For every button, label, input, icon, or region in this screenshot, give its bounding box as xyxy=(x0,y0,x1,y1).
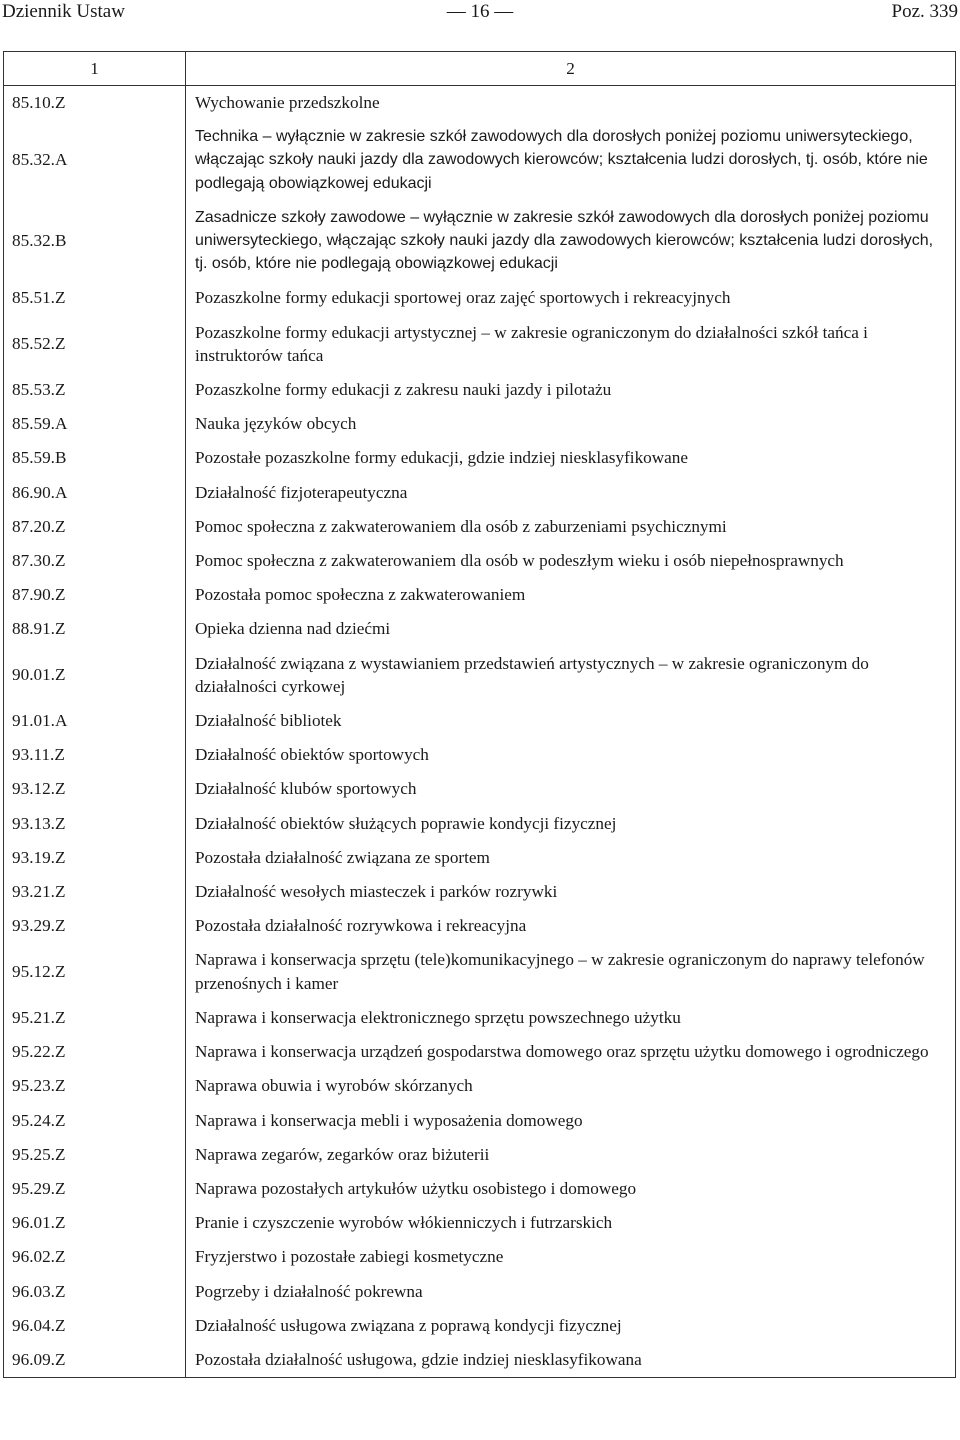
activity-description: Działalność obiektów służących poprawie kondycji fizycznej xyxy=(186,807,956,841)
activity-description: Pozaszkolne formy edukacji sportowej oraz zajęć sportowych i rekreacyjnych xyxy=(186,281,956,315)
activity-description: Nauka języków obcych xyxy=(186,407,956,441)
activity-description: Naprawa i konserwacja elektronicznego sprzętu powszechnego użytku xyxy=(186,1001,956,1035)
table-row xyxy=(4,1240,956,1274)
position-number: Poz. 339 xyxy=(891,1,958,22)
table-body xyxy=(4,86,956,1378)
activity-description: Pranie i czyszczenie wyrobów włókienniczych i futrzarskich xyxy=(186,1206,956,1240)
activity-code: 88.91.Z xyxy=(4,612,186,646)
activity-description: Naprawa obuwia i wyrobów skórzanych xyxy=(186,1069,956,1103)
activity-code: 95.22.Z xyxy=(4,1035,186,1069)
table-row xyxy=(4,441,956,475)
activity-code: 85.59.B xyxy=(4,441,186,475)
activity-code: 85.51.Z xyxy=(4,281,186,315)
activity-description: Działalność klubów sportowych xyxy=(186,772,956,806)
activity-code: 96.01.Z xyxy=(4,1206,186,1240)
activity-code: 96.02.Z xyxy=(4,1240,186,1274)
activity-description: Wychowanie przedszkolne xyxy=(186,86,956,121)
activity-description: Działalność obiektów sportowych xyxy=(186,738,956,772)
activity-description: Pogrzeby i działalność pokrewna xyxy=(186,1275,956,1309)
column-header-2: 2 xyxy=(186,52,956,86)
table-row xyxy=(4,1069,956,1103)
table-header-row xyxy=(4,52,956,86)
table-row xyxy=(4,772,956,806)
activity-code: 95.21.Z xyxy=(4,1001,186,1035)
activity-code: 96.09.Z xyxy=(4,1343,186,1378)
activity-description: Pozostałe pozaszkolne formy edukacji, gdzie indziej niesklasyfikowane xyxy=(186,441,956,475)
activity-code: 96.03.Z xyxy=(4,1275,186,1309)
activity-description: Technika – wyłącznie w zakresie szkół zawodowych dla dorosłych poniżej poziomu uniwersyteckiego, włączając szkoły nauki jazdy dla zawodowych kierowców; kształcenia ludzi dorosłych, tj. osób, które nie podlegają obowiązkowej edukacji xyxy=(186,120,956,201)
table-row xyxy=(4,407,956,441)
activity-description: Działalność usługowa związana z poprawą kondycji fizycznej xyxy=(186,1309,956,1343)
activity-code: 93.11.Z xyxy=(4,738,186,772)
table-row xyxy=(4,1172,956,1206)
activity-code: 85.32.A xyxy=(4,120,186,201)
activity-description: Pozaszkolne formy edukacji z zakresu nauki jazdy i pilotażu xyxy=(186,373,956,407)
activity-code: 87.30.Z xyxy=(4,544,186,578)
activity-description: Pomoc społeczna z zakwaterowaniem dla osób z zaburzeniami psychicznymi xyxy=(186,510,956,544)
table-row xyxy=(4,1138,956,1172)
activity-description: Fryzjerstwo i pozostałe zabiegi kosmetyczne xyxy=(186,1240,956,1274)
table-row xyxy=(4,544,956,578)
activity-code: 95.24.Z xyxy=(4,1104,186,1138)
activity-description: Pozostała działalność usługowa, gdzie indziej niesklasyfikowana xyxy=(186,1343,956,1378)
page-header xyxy=(0,0,960,26)
activity-description: Naprawa pozostałych artykułów użytku osobistego i domowego xyxy=(186,1172,956,1206)
activity-code: 85.52.Z xyxy=(4,316,186,373)
activity-code: 95.29.Z xyxy=(4,1172,186,1206)
table-row xyxy=(4,875,956,909)
table-row xyxy=(4,86,956,121)
activity-description: Naprawa i konserwacja mebli i wyposażenia domowego xyxy=(186,1104,956,1138)
activity-code: 93.29.Z xyxy=(4,909,186,943)
table-row xyxy=(4,704,956,738)
activity-description: Pozaszkolne formy edukacji artystycznej – w zakresie ograniczonym do działalności szkół tańca i instruktorów tańca xyxy=(186,316,956,373)
table-row xyxy=(4,841,956,875)
table-row xyxy=(4,647,956,704)
activity-description: Opieka dzienna nad dziećmi xyxy=(186,612,956,646)
activity-code: 93.13.Z xyxy=(4,807,186,841)
table-row xyxy=(4,1343,956,1378)
table-row xyxy=(4,281,956,315)
activity-code: 85.59.A xyxy=(4,407,186,441)
activity-code: 85.32.B xyxy=(4,201,186,282)
activity-description: Pomoc społeczna z zakwaterowaniem dla osób w podeszłym wieku i osób niepełnosprawnych xyxy=(186,544,956,578)
table-row xyxy=(4,476,956,510)
activity-description: Naprawa i konserwacja urządzeń gospodarstwa domowego oraz sprzętu użytku domowego i ogrodniczego xyxy=(186,1035,956,1069)
activity-code: 87.20.Z xyxy=(4,510,186,544)
table-row xyxy=(4,738,956,772)
table-row xyxy=(4,1035,956,1069)
table-row xyxy=(4,1309,956,1343)
activity-code: 90.01.Z xyxy=(4,647,186,704)
table-row xyxy=(4,510,956,544)
activity-code: 93.21.Z xyxy=(4,875,186,909)
activity-description: Naprawa i konserwacja sprzętu (tele)komunikacyjnego – w zakresie ograniczonym do naprawy telefonów przenośnych i kamer xyxy=(186,943,956,1000)
journal-title: Dziennik Ustaw xyxy=(2,1,125,22)
table-row xyxy=(4,578,956,612)
table-row xyxy=(4,316,956,373)
activity-description: Działalność wesołych miasteczek i parków rozrywki xyxy=(186,875,956,909)
table-row xyxy=(4,1001,956,1035)
activity-code: 86.90.A xyxy=(4,476,186,510)
activity-code: 93.19.Z xyxy=(4,841,186,875)
table-row xyxy=(4,1206,956,1240)
activity-code: 95.12.Z xyxy=(4,943,186,1000)
table-row xyxy=(4,943,956,1000)
table-row xyxy=(4,120,956,201)
column-header-1: 1 xyxy=(4,52,186,86)
activity-description: Działalność związana z wystawianiem przedstawień artystycznych – w zakresie ograniczonym do działalności cyrkowej xyxy=(186,647,956,704)
activity-code: 95.25.Z xyxy=(4,1138,186,1172)
activity-code: 96.04.Z xyxy=(4,1309,186,1343)
activity-description: Pozostała pomoc społeczna z zakwaterowaniem xyxy=(186,578,956,612)
table-row xyxy=(4,373,956,407)
activity-code: 91.01.A xyxy=(4,704,186,738)
activity-description: Pozostała działalność rozrywkowa i rekreacyjna xyxy=(186,909,956,943)
activity-code: 95.23.Z xyxy=(4,1069,186,1103)
activity-code: 85.53.Z xyxy=(4,373,186,407)
table-row xyxy=(4,1275,956,1309)
table-row xyxy=(4,1104,956,1138)
table-row xyxy=(4,807,956,841)
page-number: — 16 — xyxy=(446,1,514,22)
activity-description: Zasadnicze szkoły zawodowe – wyłącznie w zakresie szkół zawodowych dla dorosłych poniżej poziomu uniwersyteckiego, włączając szkoły nauki jazdy dla zawodowych kierowców; kształcenia ludzi dorosłych, tj. osób, które nie podlegają obowiązkowej edukacji xyxy=(186,201,956,282)
table-row xyxy=(4,201,956,282)
activity-description: Pozostała działalność związana ze sportem xyxy=(186,841,956,875)
activity-code: 93.12.Z xyxy=(4,772,186,806)
pkd-codes-table xyxy=(3,51,956,1378)
table-row xyxy=(4,909,956,943)
activity-code: 85.10.Z xyxy=(4,86,186,121)
activity-description: Działalność fizjoterapeutyczna xyxy=(186,476,956,510)
table-row xyxy=(4,612,956,646)
activity-code: 87.90.Z xyxy=(4,578,186,612)
activity-description: Naprawa zegarów, zegarków oraz biżuterii xyxy=(186,1138,956,1172)
activity-description: Działalność bibliotek xyxy=(186,704,956,738)
